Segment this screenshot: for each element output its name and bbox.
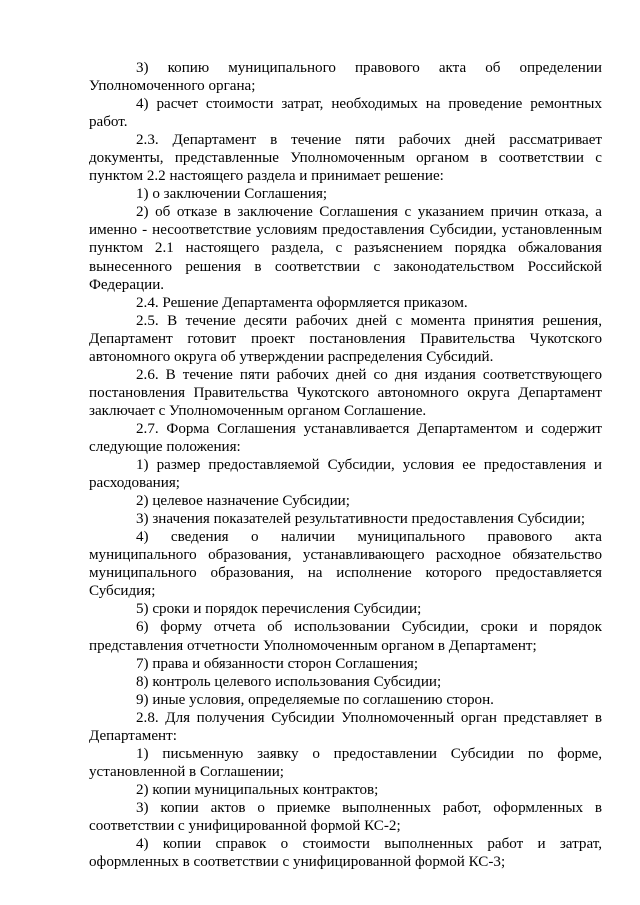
paragraph-2-3: 2.3. Департамент в течение пяти рабочих дней рассматривает документы, представленные Уполномоченным органом в соответствии с пунктом 2.2 настоящего раздела и принимает решение:	[89, 132, 602, 185]
paragraph-provision-6: 6) форму отчета об использовании Субсидии, сроки и порядок представления отчетности Уполномоченным органом в Департамент;	[89, 619, 602, 654]
paragraph-provision-5: 5) сроки и порядок перечисления Субсидии;	[136, 601, 422, 618]
paragraph-decision-2: 2) об отказе в заключение Соглашения с указанием причин отказа, а именно - несоответствие условиям предоставления Субсидии, установленным пунктом 2.1 настоящего раздела, с разъяснением порядка обжалования вынесенного решения в соответствии с законодательством Российской Федерации.	[89, 204, 602, 293]
document-page	[89, 59, 602, 871]
paragraph-submission-4: 4) копии справок о стоимости выполненных работ и затрат, оформленных в соответствии с унифицированной формой КС-3;	[89, 836, 602, 871]
paragraph-2-5: 2.5. В течение десяти рабочих дней с момента принятия решения, Департамент готовит проект постановления Правительства Чукотского автономного округа об утверждении распределения Субсидий.	[89, 312, 602, 365]
paragraph-2-8: 2.8. Для получения Субсидии Уполномоченный орган представляет в Департамент:	[89, 709, 602, 744]
paragraph-provision-7: 7) права и обязанности сторон Соглашения;	[136, 655, 419, 672]
paragraph-submission-2: 2) копии муниципальных контрактов;	[136, 781, 379, 798]
paragraph-provision-9: 9) иные условия, определяемые по соглашению сторон.	[136, 691, 494, 708]
paragraph-provision-1: 1) размер предоставляемой Субсидии, условия ее предоставления и расходования;	[89, 457, 602, 492]
paragraph-submission-3: 3) копии актов о приемке выполненных работ, оформленных в соответствии с унифицированной формой КС-2;	[89, 799, 602, 834]
paragraph-provision-8: 8) контроль целевого использования Субсидии;	[136, 673, 442, 690]
paragraph-2-4: 2.4. Решение Департамента оформляется приказом.	[136, 294, 468, 311]
paragraph-provision-3: 3) значения показателей результативности предоставления Субсидии;	[136, 511, 586, 528]
paragraph-provision-4: 4) сведения о наличии муниципального правового акта муниципального образования, устанавливающего расходное обязательство муниципального образования, на исполнение которого предоставляется Субсидия;	[89, 529, 602, 600]
paragraph-decision-1: 1) о заключении Соглашения;	[136, 186, 328, 203]
paragraph-item-3-copy-act: 3) копию муниципального правового акта об определении Уполномоченного органа;	[89, 60, 602, 95]
paragraph-provision-2: 2) целевое назначение Субсидии;	[136, 493, 350, 510]
paragraph-2-7: 2.7. Форма Соглашения устанавливается Департаментом и содержит следующие положения:	[89, 420, 602, 455]
paragraph-2-6: 2.6. В течение пяти рабочих дней со дня издания соответствующего постановления Правительства Чукотского автономного округа Департамент заключает с Уполномоченным органом Соглашение.	[89, 366, 602, 419]
paragraph-submission-1: 1) письменную заявку о предоставлении Субсидии по форме, установленной в Соглашении;	[89, 745, 602, 780]
paragraph-item-4-cost-calc: 4) расчет стоимости затрат, необходимых на проведение ремонтных работ.	[89, 96, 602, 131]
